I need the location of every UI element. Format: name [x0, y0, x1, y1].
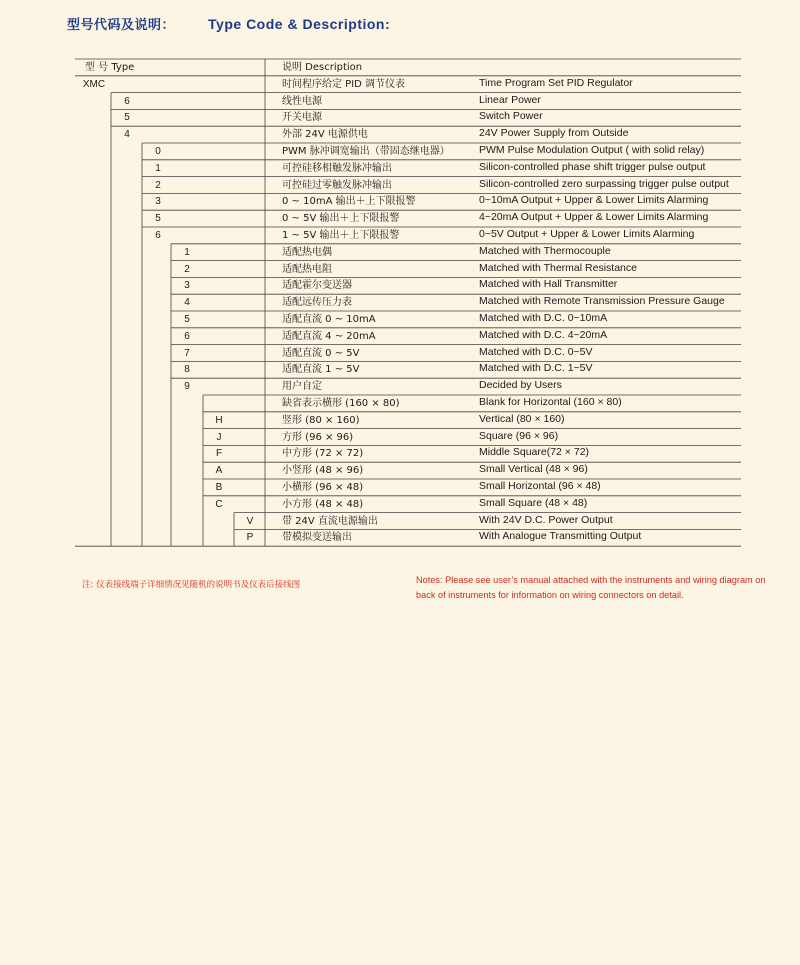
description-en: Middle Square(72 × 72) — [479, 446, 590, 459]
description-cn: 用户自定 — [282, 381, 322, 393]
type-code: XMC — [82, 78, 106, 90]
description-en: Matched with Thermal Resistance — [479, 261, 637, 274]
note-en: Notes: Please see user’s manual attached with the instruments and wiring diagram on back of instruments for information on wiring connectors on detail. — [416, 575, 766, 600]
description-cn: 小横形 (96 × 48) — [282, 482, 364, 493]
description-en: Linear Power — [479, 93, 541, 106]
description-en: Matched with D.C. 1~5V — [479, 362, 593, 375]
type-code: C — [215, 498, 223, 510]
description-en: Small Square (48 × 48) — [479, 496, 588, 509]
type-code: 6 — [184, 330, 190, 342]
description-en: Matched with Remote Transmission Pressure Gauge — [479, 295, 725, 308]
description-cn: 可控硅移相触发脉冲输出 — [282, 162, 392, 174]
type-code: H — [215, 414, 223, 426]
header-type: 型 号 Type — [85, 62, 135, 73]
description-cn: 方形 (96 × 96) — [282, 431, 354, 443]
description-cn: 外部 24V 电源供电 — [282, 129, 368, 141]
note-cn: 注: 仪表接线端子详细情况见随机的说明书及仪表后接线图 — [82, 580, 301, 590]
description-cn: 1 ~ 5V 输出＋上下限报警 — [282, 230, 400, 241]
header-description: 说明 Description — [282, 62, 363, 73]
type-code: A — [215, 465, 223, 477]
page-title-cn: 型号代码及说明： — [67, 18, 176, 33]
type-code: 8 — [184, 364, 190, 376]
description-cn: 适配直流 1 ~ 5V — [282, 364, 360, 376]
type-code: J — [216, 431, 222, 443]
description-en: 4~20mA Output + Upper & Lower Limits Alarming — [479, 211, 709, 224]
type-code: 2 — [184, 263, 190, 275]
description-en: With 24V D.C. Power Output — [479, 513, 613, 526]
description-cn: 适配直流 0 ~ 5V — [282, 347, 360, 359]
description-cn: 0 ~ 5V 输出＋上下限报警 — [282, 213, 400, 225]
description-cn: 线性电源 — [282, 95, 322, 107]
type-code: 6 — [124, 95, 130, 107]
type-code: F — [215, 448, 223, 460]
description-en: Time Program Set PID Regulator — [479, 76, 633, 89]
type-code: 3 — [184, 280, 190, 292]
description-cn: PWM 脉冲调宽输出（带固态继电器） — [282, 146, 450, 157]
type-code: 1 — [155, 162, 161, 174]
description-en: 24V Power Supply from Outside — [479, 127, 629, 140]
description-en: Matched with D.C. 4~20mA — [479, 328, 608, 341]
type-code: 5 — [184, 314, 190, 325]
description-cn: 时间程序给定 PID 调节仪表 — [282, 78, 406, 90]
type-code: 6 — [155, 230, 161, 241]
type-code: 7 — [184, 347, 190, 359]
type-code: P — [246, 532, 254, 544]
type-code: 5 — [124, 112, 130, 124]
type-code: 4 — [184, 297, 190, 309]
type-code: 3 — [155, 196, 161, 208]
description-en: Silicon-controlled zero surpassing trigger pulse output — [479, 177, 729, 190]
description-en: Small Vertical (48 × 96) — [479, 463, 588, 476]
description-en: Switch Power — [479, 110, 543, 123]
description-en: Matched with Hall Transmitter — [479, 278, 618, 291]
description-en: Small Horizontal (96 × 48) — [479, 480, 601, 492]
description-cn: 带模拟变送输出 — [282, 532, 352, 544]
description-en: Vertical (80 × 160) — [479, 412, 565, 425]
description-cn: 适配直流 4 ~ 20mA — [282, 330, 376, 342]
description-cn: 适配霍尔变送器 — [282, 280, 352, 292]
description-cn: 小方形 (48 × 48) — [282, 498, 364, 510]
description-en: Blank for Horizontal (160 × 80) — [479, 396, 622, 408]
description-cn: 竖形 (80 × 160) — [282, 414, 360, 426]
description-cn: 适配热电阻 — [282, 263, 332, 275]
type-code: B — [215, 482, 223, 493]
description-en: Silicon-controlled phase shift trigger pulse output — [479, 160, 706, 173]
type-code: 2 — [155, 179, 161, 191]
description-en: Matched with D.C. 0~5V — [479, 345, 593, 358]
description-en: Square (96 × 96) — [479, 429, 559, 442]
type-code: 9 — [184, 381, 190, 393]
description-en: PWM Pulse Modulation Output ( with solid relay) — [479, 144, 705, 156]
description-cn: 缺省表示横形 (160 × 80) — [282, 398, 400, 409]
description-cn: 0 ~ 10mA 输出＋上下限报警 — [282, 196, 416, 208]
type-code: 4 — [124, 129, 130, 141]
description-cn: 适配远传压力表 — [282, 297, 352, 309]
description-en: 0~5V Output + Upper & Lower Limits Alarming — [479, 228, 695, 240]
description-cn: 适配直流 0 ~ 10mA — [282, 314, 376, 325]
description-cn: 可控硅过零触发脉冲输出 — [282, 179, 392, 191]
description-cn: 适配热电偶 — [282, 246, 332, 258]
description-cn: 开关电源 — [282, 112, 322, 124]
description-en: With Analogue Transmitting Output — [479, 530, 642, 543]
description-en: 0~10mA Output + Upper & Lower Limits Alarming — [479, 194, 709, 207]
page-title-en: Type Code & Description: — [208, 16, 391, 32]
type-code: V — [246, 515, 254, 527]
description-cn: 小竖形 (48 × 96) — [282, 465, 364, 477]
description-en: Matched with D.C. 0~10mA — [479, 312, 608, 324]
description-cn: 带 24V 直流电源输出 — [282, 515, 378, 527]
description-en: Matched with Thermocouple — [479, 244, 611, 257]
type-code: 0 — [155, 146, 161, 157]
description-cn: 中方形 (72 × 72) — [282, 448, 364, 460]
description-en: Decided by Users — [479, 379, 562, 392]
type-code: 1 — [184, 246, 190, 258]
type-code: 5 — [155, 213, 161, 225]
